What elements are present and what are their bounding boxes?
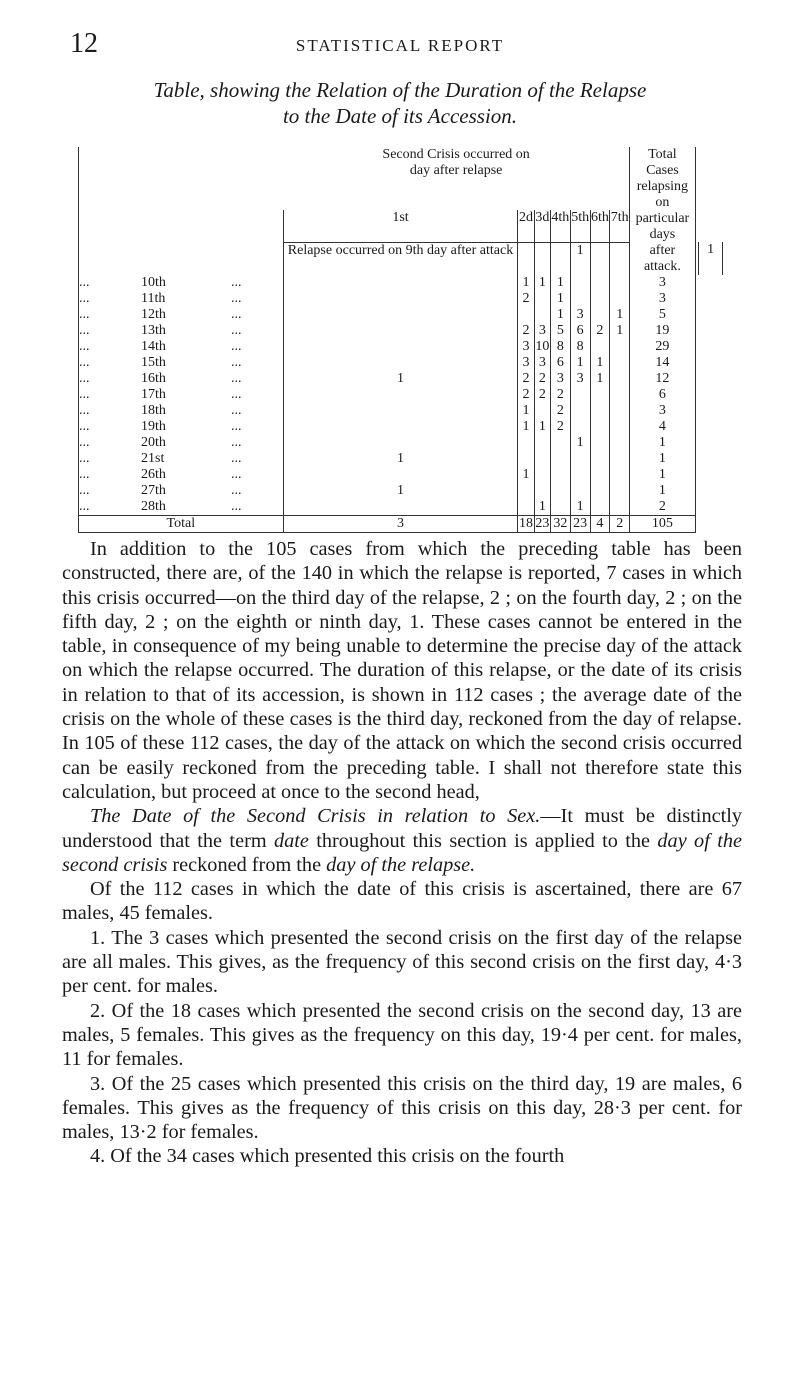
day-column-header: 3d (534, 210, 550, 242)
p2-text-c: reckoned from the (167, 853, 327, 876)
ellipsis: ... (231, 419, 242, 434)
table-cell: 2 (590, 323, 610, 339)
table-cell: 1 (590, 355, 610, 371)
row-label (79, 291, 284, 307)
row-total: 3 (630, 275, 696, 291)
table-cell (590, 483, 610, 499)
table-cell (534, 291, 550, 307)
relapse-day: 21st (141, 451, 165, 466)
table-cell (283, 307, 518, 323)
total-cell: 32 (550, 516, 570, 533)
table-cell: 1 (518, 275, 534, 291)
row-label (79, 355, 284, 371)
table-cell (610, 483, 630, 499)
ellipsis: ... (231, 499, 242, 514)
row-label (79, 467, 284, 483)
table-cell (610, 339, 630, 355)
relapse-day: 27th (141, 483, 166, 498)
table-row (79, 499, 723, 516)
table-cell (534, 451, 550, 467)
table-row (79, 275, 723, 291)
day-column-header: 4th (550, 210, 570, 242)
table-cell: 1 (570, 242, 590, 275)
table-row (79, 371, 723, 387)
table-cell (610, 451, 630, 467)
table-cell (550, 499, 570, 516)
paragraph-4: 1. The 3 cases which presented the second crisis on the first day of the relapse are all males. This gives, as the frequency of this second crisis on the first day, 4·3 per cent. for males. (62, 926, 742, 998)
row-label (79, 435, 284, 451)
table-cell (590, 419, 610, 435)
table-cell: 3 (534, 355, 550, 371)
table-cell: 1 (518, 467, 534, 483)
table-cell (550, 467, 570, 483)
ellipsis: ... (79, 307, 90, 322)
row-total: 6 (630, 387, 696, 403)
table-cell: 3 (550, 371, 570, 387)
table-cell (283, 387, 518, 403)
relapse-day: 20th (141, 435, 166, 450)
table-cell: 1 (570, 499, 590, 516)
label-header-cell (79, 147, 284, 275)
table-cell (570, 403, 590, 419)
table-cell (610, 275, 630, 291)
total-cell: 18 (519, 516, 534, 531)
ellipsis: ... (79, 499, 90, 514)
table-cell: 2 (518, 323, 534, 339)
p2-text-a: —It must be distinctly understood that the term (62, 805, 742, 852)
table-cell: 1 (534, 419, 550, 435)
ellipsis: ... (79, 419, 90, 434)
table-cell: 2 (518, 371, 534, 387)
row-total: 2 (630, 499, 696, 516)
row-label: Relapse occurred on 9th day after attack (283, 242, 518, 275)
caption-line-1: Table, showing the Relation of the Duration of the Relapse (153, 78, 647, 102)
table-cell: 1 (570, 435, 590, 451)
table-row (79, 323, 723, 339)
table-cell: 1 (550, 275, 570, 291)
table-cell: 3 (534, 323, 550, 339)
table-cell: 1 (534, 499, 550, 516)
table-cell: 1 (610, 323, 630, 339)
paragraph-2 (62, 804, 742, 877)
day-column-header: 6th (590, 210, 610, 242)
running-title: STATISTICAL REPORT (295, 36, 505, 55)
table-row (79, 355, 723, 371)
relapse-day: 28th (141, 499, 166, 514)
paragraph-3: Of the 112 cases in which the date of this crisis is ascertained, there are 67 males, 45 females. (62, 878, 742, 925)
table-cell (283, 467, 518, 483)
table-cell (570, 419, 590, 435)
table-row (79, 435, 723, 451)
table-cell: 2 (550, 403, 570, 419)
total-label: Total (79, 516, 284, 533)
table-row (79, 451, 723, 467)
table-cell (518, 483, 534, 499)
table-cell: 5 (550, 323, 570, 339)
row-total: 3 (630, 291, 696, 307)
table-cell (590, 451, 610, 467)
table-cell: 2 (534, 387, 550, 403)
table-cell (518, 499, 534, 516)
ellipsis: ... (231, 467, 242, 482)
row-label (79, 307, 284, 323)
ellipsis: ... (231, 371, 242, 386)
ellipsis: ... (79, 371, 90, 386)
row-label (79, 323, 284, 339)
row-total: 3 (630, 403, 696, 419)
table-cell: 1 (590, 371, 610, 387)
table-cell (283, 435, 518, 451)
table-row (79, 467, 723, 483)
table-cell: 3 (570, 371, 590, 387)
row-label (79, 371, 284, 387)
paragraph-6: 3. Of the 25 cases which presented this crisis on the third day, 19 are males, 6 females. This gives as the frequency of this crisis on this day, 28·3 per cent. for males, 13·2 for females. (62, 1072, 742, 1144)
relapse-day: 19th (141, 419, 166, 434)
relapse-day: 17th (141, 387, 166, 402)
row-label (79, 403, 284, 419)
table-cell: 10 (535, 339, 550, 354)
table-cell (610, 387, 630, 403)
table-cell (610, 291, 630, 307)
total-cell: 23 (570, 516, 590, 533)
table-cell (590, 242, 610, 275)
row-label (79, 387, 284, 403)
table-cell (610, 419, 630, 435)
table-cell (610, 499, 630, 516)
ellipsis: ... (79, 387, 90, 402)
day-column-header: 1st (283, 210, 518, 242)
table-cell: 1 (550, 291, 570, 307)
table-row (79, 307, 723, 323)
row-label (79, 419, 284, 435)
relapse-day: 15th (141, 355, 166, 370)
caption-line-2: to the Date of its Accession. (282, 104, 518, 128)
total-header-line-2: on particular days (635, 195, 690, 242)
row-label (79, 483, 284, 499)
page-header (0, 28, 800, 58)
row-label (79, 451, 284, 467)
ellipsis: ... (231, 339, 242, 354)
table-row (79, 291, 723, 307)
table-cell (283, 419, 518, 435)
table-cell (570, 291, 590, 307)
relapse-day: 11th (141, 291, 166, 306)
table-cell (590, 499, 610, 516)
ellipsis: ... (231, 403, 242, 418)
total-header-line-1: Total Cases relapsing (636, 147, 689, 194)
relapse-day: 12th (141, 307, 166, 322)
table-cell (590, 307, 610, 323)
table-cell (550, 451, 570, 467)
table-cell: 2 (518, 291, 534, 307)
table-cell (570, 483, 590, 499)
table-cell (590, 467, 610, 483)
table-cell (550, 483, 570, 499)
table-cell (590, 339, 610, 355)
table-row (79, 483, 723, 499)
table-cell (590, 275, 610, 291)
table-cell (610, 403, 630, 419)
group-header-line-2: day after relapse (409, 163, 503, 178)
row-total: 1 (699, 242, 723, 275)
table-cell: 2 (534, 371, 550, 387)
ellipsis: ... (79, 451, 90, 466)
row-total: 1 (630, 467, 696, 483)
row-total: 14 (630, 355, 696, 371)
table-cell (590, 387, 610, 403)
ellipsis: ... (79, 355, 90, 370)
relapse-day: 16th (141, 371, 166, 386)
row-total: 12 (630, 371, 696, 387)
table-cell (590, 435, 610, 451)
relapse-day: 13th (141, 323, 166, 338)
table-cell (550, 242, 570, 275)
table-cell: 2 (550, 387, 570, 403)
relapse-table (78, 147, 723, 533)
ellipsis: ... (79, 483, 90, 498)
table-cell (534, 435, 550, 451)
table-cell (570, 387, 590, 403)
day-column-header: 5th (570, 210, 590, 242)
page-number: 12 (70, 28, 98, 59)
table-cell (534, 483, 550, 499)
row-total: 29 (630, 339, 696, 355)
ellipsis: ... (231, 323, 242, 338)
relapse-day: 14th (141, 339, 166, 354)
p2-date: date (273, 829, 309, 852)
table-cell: 1 (550, 307, 570, 323)
ellipsis: ... (231, 291, 242, 306)
ellipsis: ... (231, 387, 242, 402)
row-label (79, 339, 284, 355)
total-cell: 3 (283, 516, 518, 533)
table-cell: 8 (570, 339, 590, 355)
table-cell (610, 242, 630, 275)
total-header (630, 147, 696, 275)
table-cell (610, 435, 630, 451)
row-label (79, 275, 284, 291)
table-row (79, 339, 723, 355)
p2-relapse: day of the relapse. (326, 853, 476, 876)
table-row (79, 419, 723, 435)
ellipsis: ... (231, 275, 242, 290)
table-cell (283, 291, 518, 307)
total-cell: 4 (590, 516, 610, 533)
ellipsis: ... (79, 467, 90, 482)
grand-total: 105 (630, 516, 696, 533)
ellipsis: ... (79, 291, 90, 306)
table-cell (283, 499, 518, 516)
table-cell: 6 (550, 355, 570, 371)
row-label (79, 499, 284, 516)
table-cell: 1 (534, 275, 550, 291)
table-cell: 1 (610, 307, 630, 323)
ellipsis: ... (79, 435, 90, 450)
table-cell: 3 (518, 339, 534, 355)
ellipsis: ... (231, 307, 242, 322)
table-cell (570, 467, 590, 483)
table-row (79, 403, 723, 419)
section-heading: The Date of the Second Crisis in relation to Sex. (90, 805, 541, 828)
p2-day: day of the second crisis (62, 829, 742, 876)
ellipsis: ... (231, 483, 242, 498)
day-column-header: 2d (518, 210, 534, 242)
ellipsis: ... (79, 323, 90, 338)
table-cell: 2 (550, 419, 570, 435)
relapse-day: 10th (141, 275, 166, 290)
table-cell (283, 323, 518, 339)
ellipsis: ... (231, 355, 242, 370)
row-total: 1 (630, 483, 696, 499)
table-cell (570, 451, 590, 467)
total-cell: 23 (535, 516, 550, 531)
table-cell (518, 451, 534, 467)
table-cell: 1 (283, 483, 518, 499)
table-cell (590, 291, 610, 307)
total-header-line-3: after attack. (643, 243, 681, 274)
ellipsis: ... (231, 451, 242, 466)
table-cell: 1 (570, 355, 590, 371)
table-cell: 6 (570, 323, 590, 339)
table-cell (534, 403, 550, 419)
table-cell: 1 (518, 419, 534, 435)
row-total: 5 (630, 307, 696, 323)
table-cell (518, 307, 534, 323)
table-cell (518, 242, 534, 275)
row-total: 1 (630, 435, 696, 451)
ellipsis: ... (79, 403, 90, 418)
table-cell (283, 355, 518, 371)
table-cell (534, 242, 550, 275)
row-total: 4 (630, 419, 696, 435)
day-column-header: 7th (610, 210, 630, 242)
table-cell (283, 403, 518, 419)
table-cell (610, 467, 630, 483)
paragraph-5: 2. Of the 18 cases which presented the second crisis on the second day, 13 are males, 5 females. This gives as the frequency on this day, 19·4 per cent. for males, 11 for females. (62, 999, 742, 1071)
total-row (79, 516, 723, 533)
relapse-day: 18th (141, 403, 166, 418)
table-cell: 1 (283, 371, 518, 387)
table-cell (550, 435, 570, 451)
ellipsis: ... (79, 275, 90, 290)
paragraph-7: 4. Of the 34 cases which presented this crisis on the fourth (90, 1145, 565, 1168)
table-cell: 1 (283, 451, 518, 467)
table-cell: 2 (518, 387, 534, 403)
table-cell (590, 403, 610, 419)
table-cell (570, 275, 590, 291)
group-header (283, 147, 629, 210)
table-cell (518, 435, 534, 451)
table-cell (610, 371, 630, 387)
table-cell (283, 275, 518, 291)
paragraph-1: In addition to the 105 cases from which the preceding table has been constructed, there are, of the 140 in which the relapse is reported, 7 cases in which this crisis occurred—on the third day of the relapse, 2 ; on the fourth day, 2 ; on the fifth day, 2 ; on the eighth or ninth day, 1. These cases cannot be entered in the table, in consequence of my being unable to determine the precise day of the attack on which the relapse occurred. The duration of this relapse, or the date of its crisis in relation to that of its accession, is shown in 112 cases ; the average date of the crisis on the whole of these cases is the third day, reckoned from the day of relapse. In 105 of these 112 cases, the day of the attack on which the second crisis occurred can be easily reckoned from the preceding table. I shall not therefore state this calculation, but proceed at once to the second head, (62, 538, 742, 803)
table-cell: 8 (550, 339, 570, 355)
ellipsis: ... (79, 339, 90, 354)
table-cell: 1 (518, 403, 534, 419)
total-cell: 2 (610, 516, 630, 533)
row-total: 19 (630, 323, 696, 339)
table-cell (283, 339, 518, 355)
group-header-line-1: Second Crisis occurred on (382, 147, 530, 162)
table-cell (534, 307, 550, 323)
p2-text-b: throughout this section is applied to the (308, 829, 658, 852)
table-cell: 3 (518, 355, 534, 371)
body-text (62, 537, 742, 1169)
row-total: 1 (630, 451, 696, 467)
ellipsis: ... (231, 435, 242, 450)
table-cell (610, 355, 630, 371)
table-row (79, 387, 723, 403)
table-cell (534, 467, 550, 483)
relapse-day: 26th (141, 467, 166, 482)
table-cell: 3 (570, 307, 590, 323)
table-caption (0, 77, 800, 129)
